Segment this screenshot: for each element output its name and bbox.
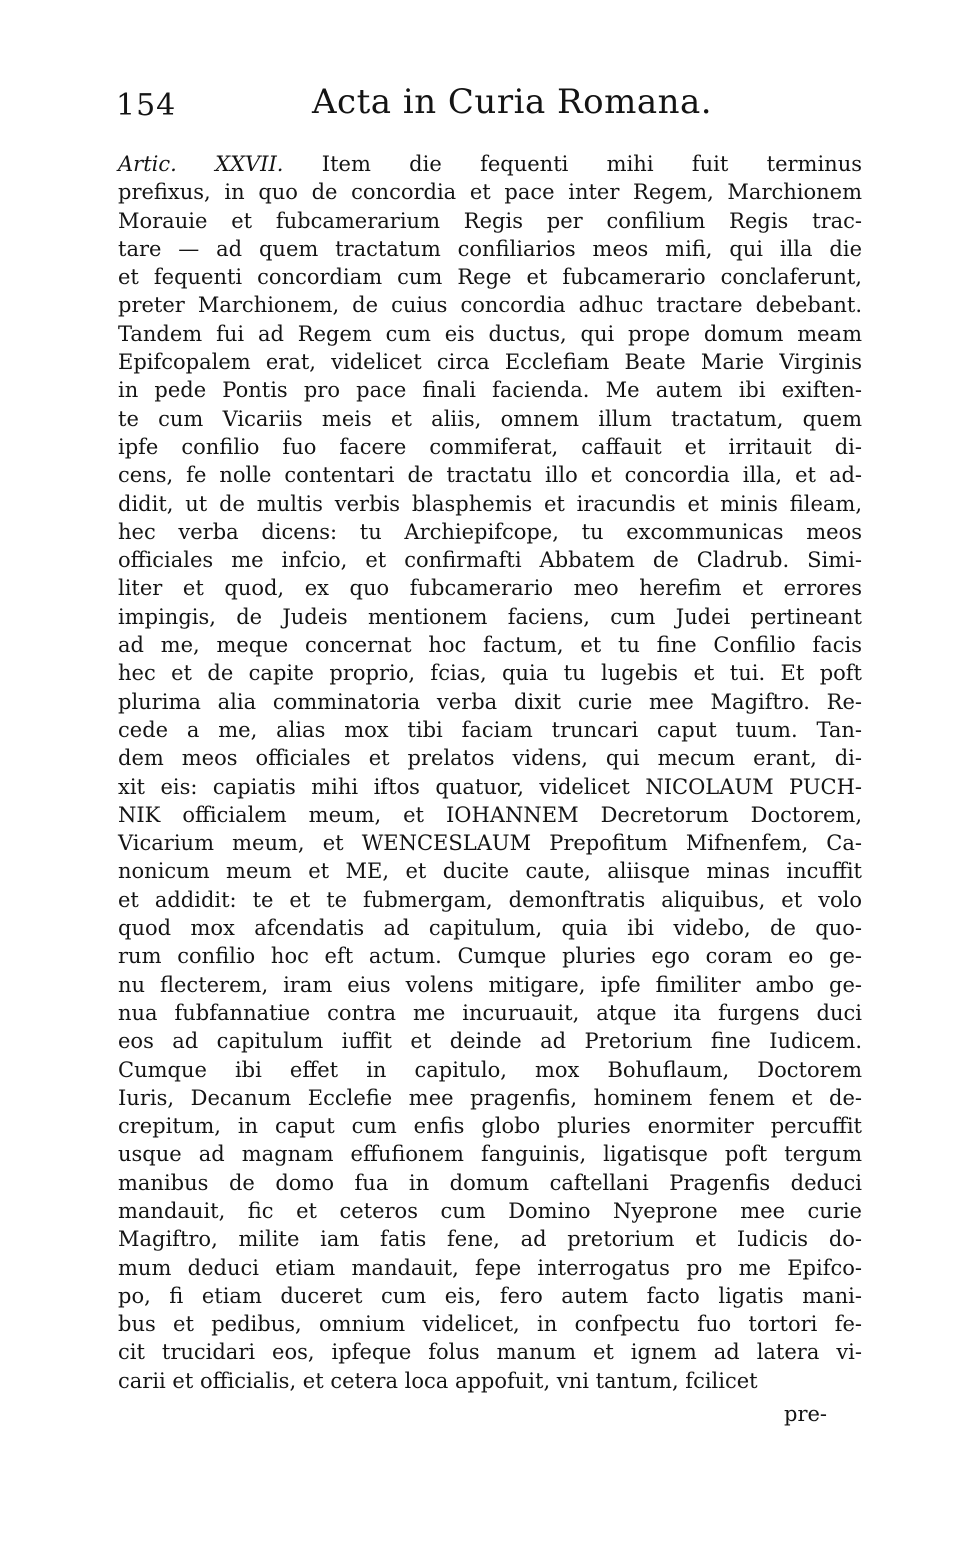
text-line: usque ad magnam effufionem fanguinis, ligatisque poft tergum <box>118 1142 862 1167</box>
text-line: Magiftro, milite iam fatis fene, ad pretorium et Iudicis do- <box>118 1227 862 1252</box>
text-line: manibus de domo fua in domum caftellani Pragenfis deduci <box>118 1170 862 1195</box>
text-line: cede a me, alias mox tibi faciam truncari caput tuum. Tan- <box>118 717 862 742</box>
text-line: nua fubfannatiue contra me incuruauit, atque ita furgens duci <box>118 1000 862 1025</box>
article-first-line: Item die fequenti mihi fuit terminus <box>321 152 862 176</box>
text-line: cens, fe nolle contentari de tractatu illo et concordia illa, et ad- <box>118 463 862 488</box>
text-line: in pede Pontis pro pace finali facienda. Me autem ibi exiften- <box>118 378 862 403</box>
text-line: liter et quod, ex quo fubcamerario meo herefim et errores <box>118 576 862 601</box>
text-line: didit, ut de multis verbis blasphemis et iracundis et minis fileam, <box>118 491 862 516</box>
text-line: quod mox afcendatis ad capitulum, quia ibi videbo, de quo- <box>118 916 862 941</box>
text-line <box>118 150 862 178</box>
text-line: et fequenti concordiam cum Rege et fubcamerario conclaferunt, <box>118 265 862 290</box>
text-line: Epifcopalem erat, videlicet circa Ecclefiam Beate Marie Virginis <box>118 350 862 375</box>
text-line: Vicarium meum, et WENCESLAUM Prepofitum Mifnenfem, Ca- <box>118 831 862 856</box>
text-line: et addidit: te et te fubmergam, demonftratis aliquibus, et volo <box>118 887 862 912</box>
text-line: NIK officialem meum, et IOHANNEM Decretorum Doctorem, <box>118 802 862 827</box>
text-line: carii et officialis, et cetera loca appofuit, vni tantum, fcilicet <box>118 1368 758 1393</box>
text-line: bus et pedibus, omnium videlicet, in confpectu fuo tortori fe- <box>118 1312 862 1337</box>
text-line: rum confilio hoc eft actum. Cumque pluries ego coram eo ge- <box>118 944 862 969</box>
body-text <box>118 150 862 1395</box>
text-line: impingis, de Judeis mentionem faciens, cum Judei pertineant <box>118 604 862 629</box>
page-number: 154 <box>116 88 177 123</box>
text-line: hec verba dicens: tu Archiepifcope, tu excommunicas meos <box>118 519 862 544</box>
text-line: xit eis: capiatis mihi iftos quatuor, videlicet NICOLAUM PUCH- <box>118 774 862 799</box>
text-line: Iuris, Decanum Ecclefie mee pragenfis, hominem fenem et de- <box>118 1085 862 1110</box>
text-line: nu flecterem, iram eius volens mitigare, ipfe fimiliter ambo ge- <box>118 972 862 997</box>
text-line: preter Marchionem, de cuius concordia adhuc tractare debebant. <box>118 293 862 318</box>
text-line: eos ad capitulum iuffit et deinde ad Pretorium fine Iudicem. <box>118 1029 862 1054</box>
text-line: mandauit, fic et ceteros cum Domino Nyeprone mee curie <box>118 1198 862 1223</box>
text-line: tare — ad quem tractatum confiliarios meos mifi, qui illa die <box>118 236 862 261</box>
catchword: pre- <box>784 1402 828 1426</box>
article-label: Artic. XXVII. <box>118 152 284 176</box>
text-line: Morauie et fubcamerarium Regis per confilium Regis trac- <box>118 208 862 233</box>
text-line: ipfe confilio fuo facere commiferat, caffauit et irritauit di- <box>118 434 862 459</box>
text-line: officiales me infcio, et confirmafti Abbatem de Cladrub. Simi- <box>118 548 862 573</box>
text-line: hec et de capite proprio, fcias, quia tu lugebis et tui. Et poft <box>118 661 862 686</box>
text-line: mum deduci etiam mandauit, fepe interrogatus pro me Epifco- <box>118 1255 862 1280</box>
text-line: ad me, meque concernat hoc factum, et tu fine Confilio facis <box>118 633 862 658</box>
text-line: Cumque ibi effet in capitulo, mox Bohuflaum, Doctorem <box>118 1057 862 1082</box>
text-line: plurima alia comminatoria verba dixit curie mee Magiftro. Re- <box>118 689 862 714</box>
text-line: te cum Vicariis meis et aliis, omnem illum tractatum, quem <box>118 406 862 431</box>
text-line: prefixus, in quo de concordia et pace inter Regem, Marchionem <box>118 180 862 205</box>
text-line: nonicum meum et ME, et ducite caute, aliisque minas incuffit <box>118 859 862 884</box>
running-title: Acta in Curia Romana. <box>312 82 713 122</box>
text-line: dem meos officiales et prelatos videns, qui mecum erant, di- <box>118 746 862 771</box>
text-line: crepitum, in caput cum enfis globo pluries enormiter percuffit <box>118 1114 862 1139</box>
page-header <box>116 82 856 132</box>
text-line: Tandem fui ad Regem cum eis ductus, qui prope domum meam <box>118 321 862 346</box>
text-line: cit trucidari eos, ipfeque folus manum et ignem ad latera vi- <box>118 1340 862 1365</box>
text-line: po, fi etiam duceret cum eis, fero autem facto ligatis mani- <box>118 1283 862 1308</box>
